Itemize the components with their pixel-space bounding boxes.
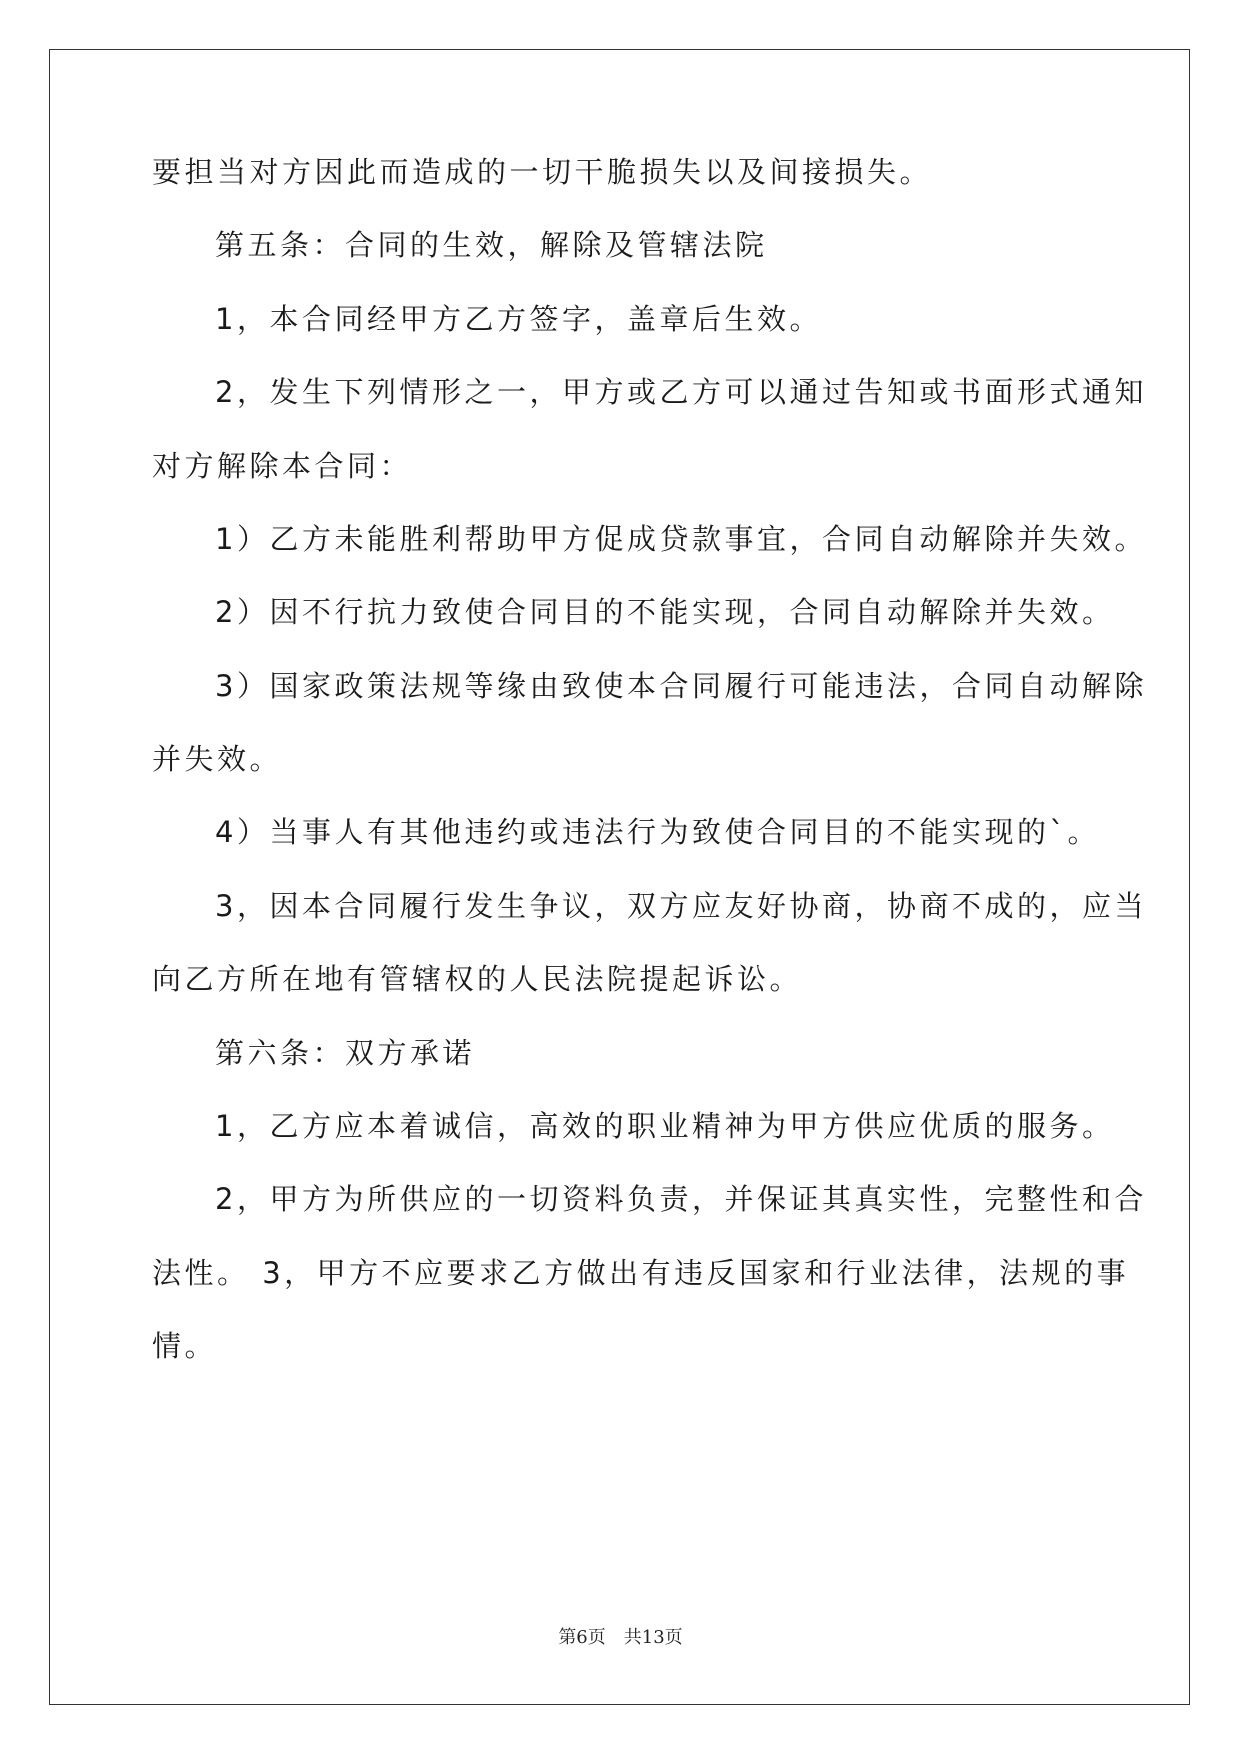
text-line: 2）因不行抗力致使合同目的不能实现，合同自动解除并失效。 <box>215 595 1115 629</box>
page-number: 第6页 <box>558 1627 606 1648</box>
text-line: 3，因本合同履行发生争议，双方应友好协商，协商不成的，应当 <box>215 889 1147 923</box>
text-line: 法性。 3，甲方不应要求乙方做出有违反国家和行业法律，法规的事 <box>152 1256 1130 1290</box>
text-line: 对方解除本合同： <box>152 449 413 483</box>
text-line: 情。 <box>152 1329 218 1363</box>
page-footer <box>0 1623 1241 1649</box>
section-heading: 第六条：双方承诺 <box>215 1036 476 1070</box>
section-heading: 第五条：合同的生效，解除及管辖法院 <box>215 228 768 262</box>
text-line: 1）乙方未能胜利帮助甲方促成贷款事宜，合同自动解除并失效。 <box>215 522 1147 556</box>
text-line: 4）当事人有其他违约或违法行为致使合同目的不能实现的`。 <box>215 815 1100 849</box>
text-line: 2，发生下列情形之一，甲方或乙方可以通过告知或书面形式通知 <box>215 375 1147 409</box>
text-line: 3）国家政策法规等缘由致使本合同履行可能违法，合同自动解除 <box>215 669 1147 703</box>
text-line: 向乙方所在地有管辖权的人民法院提起诉讼。 <box>152 962 803 996</box>
page-total: 共13页 <box>623 1627 683 1648</box>
text-line: 并失效。 <box>152 742 283 776</box>
text-line: 2，甲方为所供应的一切资料负责，并保证其真实性，完整性和合 <box>215 1182 1147 1216</box>
page-border <box>49 49 1190 1705</box>
text-line: 1，本合同经甲方乙方签字，盖章后生效。 <box>215 302 822 336</box>
text-line: 1，乙方应本着诚信，高效的职业精神为甲方供应优质的服务。 <box>215 1109 1115 1143</box>
text-line: 要担当对方因此而造成的一切干脆损失以及间接损失。 <box>152 155 933 189</box>
